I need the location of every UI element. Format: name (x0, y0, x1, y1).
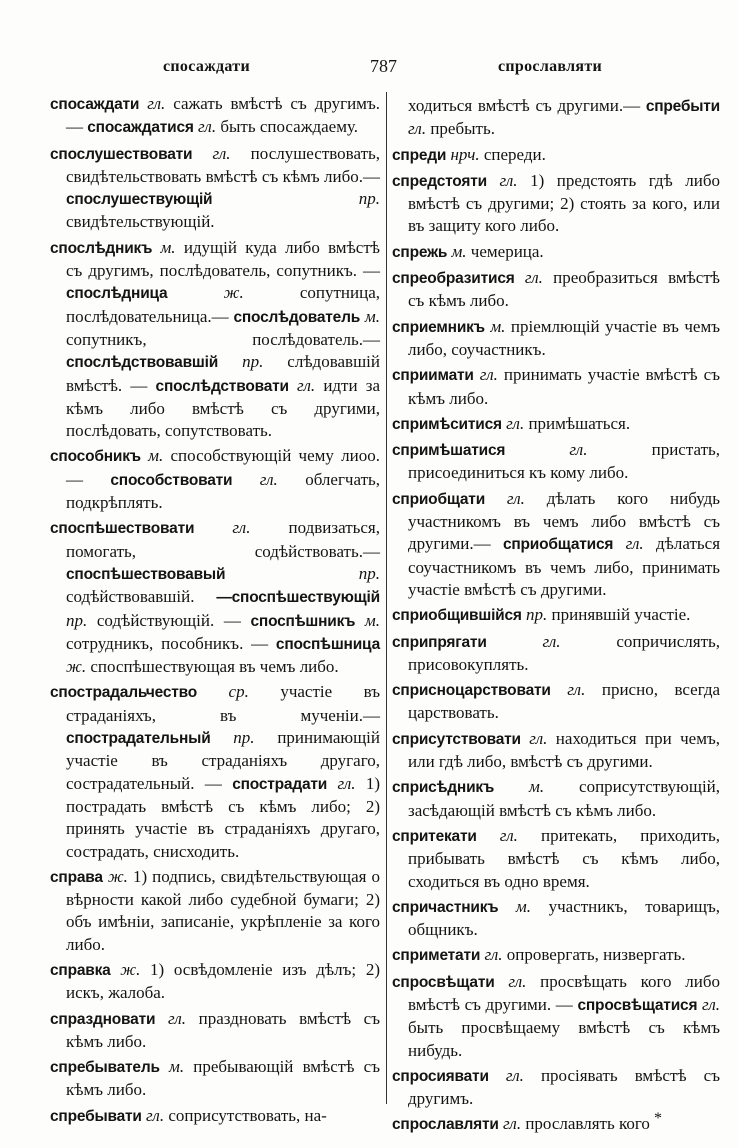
grammar-label: пр. (233, 728, 255, 748)
definition-text: праздновать вмѣстѣ съ кѣмъ либо. (66, 1008, 381, 1051)
definition-text: слѣдовавшій вмѣстѣ. — (66, 352, 380, 395)
definition-text: сотрудникъ, пособникъ. — (66, 633, 269, 653)
definition-text: участникъ, товарищъ, общникъ. (408, 896, 720, 940)
dictionary-entry (392, 896, 720, 942)
definition-text: спереди. (483, 144, 546, 164)
definition-text: прославлять кого (525, 1114, 650, 1134)
grammar-label: гл. (625, 534, 644, 554)
grammar-label: м. (168, 1057, 185, 1077)
definition-text: принявшій участіе. (551, 605, 691, 625)
definition-text: дѣлать кого нибудь участникомъ въ чемъ либо вмѣстѣ съ другими.— (408, 488, 721, 554)
headword: способствовати (110, 471, 233, 489)
grammar-label: пр. (358, 563, 380, 583)
grammar-label: гл. (499, 170, 518, 190)
definition-text: содѣйствовавшій. (66, 587, 195, 607)
definition-text: принимать участіе вмѣстѣ съ кѣмъ либо. (408, 365, 721, 408)
grammar-label: ж. (107, 866, 128, 886)
headword: спострадати (232, 775, 328, 793)
definition-text: свидѣтельствующій. (66, 212, 215, 232)
headword: спострадальчество (50, 684, 198, 702)
grammar-label: м. (529, 777, 545, 797)
headword: сприобщати (392, 490, 486, 508)
headword: сприемникъ (392, 318, 485, 336)
headword: спреобразитися (392, 270, 515, 288)
definition-text: соприсутствующій, засѣдающій вмѣстѣ съ кѣмъ либо. (408, 777, 721, 820)
headword: спослѣдователь (233, 308, 361, 326)
dictionary-entry (50, 866, 380, 956)
grammar-label: гл. (167, 1008, 187, 1028)
grammar-label: гл. (337, 773, 356, 793)
headword: спросиявати (392, 1067, 489, 1085)
grammar-label: гл. (146, 1105, 165, 1125)
grammar-label: м. (490, 316, 506, 336)
grammar-label: ж. (223, 283, 244, 303)
definition-text: 1) предстоять гдѣ либо вмѣстѣ съ другими; 2) стоять за кого, или въ защиту кого либо. (408, 170, 720, 236)
dictionary-entry (50, 93, 380, 140)
headword: спребыти (645, 98, 721, 115)
grammar-label: гл. (569, 440, 588, 460)
left-running-headword: спосаждати (163, 58, 250, 75)
definition-text: подвизаться, помогать, содѣйствовать.— (66, 518, 380, 561)
grammar-label: гл. (506, 488, 525, 508)
grammar-label: гл. (259, 469, 278, 489)
headword: спребыватель (50, 1059, 160, 1077)
definition-text: быть просвѣщаему вмѣстѣ съ кѣмъ нибудь. (408, 1018, 720, 1060)
dictionary-entry (392, 439, 720, 485)
footer-mark: * (654, 1110, 662, 1127)
definition-text: принимающій участіе въ страданіяхъ другаго, сострадательный. — (66, 728, 381, 793)
grammar-label: гл. (508, 971, 527, 991)
headword: спредстояти (392, 172, 487, 190)
dictionary-entry (50, 237, 380, 443)
definition-text: быть спосаждаему. (220, 117, 359, 137)
headword: спослѣдница (66, 285, 168, 303)
page-number: 787 (370, 56, 397, 76)
headword: спосаждатися (87, 119, 194, 137)
dictionary-entry (392, 825, 720, 893)
grammar-label: гл. (567, 680, 586, 700)
headword: справка (50, 961, 111, 979)
grammar-label: м. (160, 237, 176, 257)
grammar-label: гл. (503, 1114, 522, 1134)
grammar-label: гл. (701, 994, 721, 1014)
definition-text: опровергать, низвергать. (506, 945, 686, 965)
headword: —споспѣшествующій (216, 589, 380, 607)
definition-text: пребывающій вмѣстѣ съ кѣмъ либо. (66, 1057, 380, 1100)
dictionary-entry (392, 170, 720, 238)
definition-text: дѣлаться соучастникомъ въ чемъ либо, принимать участіе вмѣстѣ съ другими. (408, 534, 721, 599)
headword: спослѣдникъ (50, 239, 153, 257)
definition-text: облегчать, подкрѣплять. (66, 469, 381, 513)
grammar-label: м. (364, 306, 380, 326)
headword: сприметати (392, 947, 481, 965)
right-running-headword: спрославляти (498, 58, 603, 75)
definition-text: 1) пострадать вмѣстѣ съ кѣмъ либо; 2) принять участіе въ страданіяхъ другаго, сострадать, снисходить. (66, 773, 381, 861)
headword: сприсѣдникъ (392, 779, 495, 797)
dictionary-entry (392, 1113, 720, 1136)
left-column (50, 93, 380, 1131)
headword: споспѣшествовавый (66, 565, 226, 583)
definition-text: пріемлющій участіе въ чемъ либо, соучастникъ. (408, 316, 720, 359)
dictionary-entry (392, 144, 720, 167)
headword: спослѣдствовавшій (66, 354, 219, 372)
dictionary-entry (392, 679, 720, 725)
definition-text: сажать вмѣстѣ съ другимъ. — (66, 94, 380, 137)
headword: спослѣдствовати (155, 377, 289, 395)
grammar-label: гл. (499, 825, 518, 845)
grammar-label: м. (515, 896, 532, 916)
dictionary-entry (50, 517, 380, 678)
headword: спослушествовати (50, 145, 193, 163)
dictionary-entry (392, 971, 720, 1062)
dictionary-entry (392, 604, 720, 627)
dictionary-entry (50, 445, 380, 514)
grammar-label: пр. (66, 610, 88, 630)
headword: сприимати (392, 367, 474, 385)
definition-text: чемерица. (470, 241, 544, 261)
grammar-label: пр. (242, 352, 264, 372)
definition-text: идущій куда либо вмѣстѣ съ другимъ, послѣдователь, сопутникъ. — (66, 237, 381, 281)
dictionary-entry (392, 1065, 720, 1111)
grammar-label: м. (364, 610, 381, 630)
definition-text: присно, всегда царствовать. (408, 680, 721, 723)
headword: спраздновати (50, 1010, 156, 1028)
definition-text: преобразиться вмѣстѣ съ кѣмъ либо. (408, 268, 721, 311)
headword: спосаждати (50, 96, 140, 113)
column-divider (386, 92, 387, 1104)
definition-text: соприсутствовать, на- (168, 1105, 327, 1125)
definition-text: содѣйствующій. — (96, 610, 241, 630)
dictionary-entry (392, 241, 720, 264)
definition-text: пребыть. (430, 119, 495, 139)
headword: сприпрягати (392, 633, 487, 651)
definition-text: 1) освѣдомленіе изъ дѣлъ; 2) искъ, жалоба. (66, 959, 380, 1003)
grammar-label: ср. (228, 682, 249, 702)
grammar-label: нрч. (450, 144, 480, 164)
grammar-label: гл. (506, 413, 525, 433)
grammar-label: гл. (505, 1065, 524, 1085)
grammar-label: м. (148, 446, 164, 466)
headword: спритекати (392, 827, 477, 845)
grammar-label: гл. (232, 518, 251, 538)
dictionary-entry (50, 1008, 380, 1054)
grammar-label: гл. (408, 119, 427, 139)
headword: справа (50, 868, 103, 886)
grammar-label: гл. (297, 375, 316, 395)
dictionary-entry (392, 413, 720, 436)
definition-text: способствующій чему лиоо. — (66, 446, 381, 489)
grammar-label: пр. (526, 605, 548, 625)
headword: спричастникъ (392, 898, 499, 916)
grammar-label: м. (451, 241, 467, 261)
grammar-label: гл. (479, 365, 498, 385)
dictionary-entry (392, 944, 720, 967)
dictionary-entry (50, 681, 380, 862)
dictionary-entry (392, 776, 720, 822)
headword: сприобщившійся (392, 607, 522, 625)
headword: спослушествующій (66, 191, 213, 209)
dictionary-entry (392, 631, 720, 677)
headword: споспѣшествовати (50, 520, 195, 538)
dictionary-entry (392, 488, 720, 601)
headword: споспѣшница (275, 635, 380, 653)
definition-text: сопутникъ, послѣдователь.— (66, 329, 380, 349)
dictionary-entry (50, 959, 380, 1005)
headword: спребывати (50, 1107, 142, 1125)
dictionary-entry (392, 728, 720, 774)
headword: спримѣшатися (392, 442, 506, 460)
page-header (0, 58, 738, 80)
grammar-label: гл. (542, 631, 561, 651)
definition-text: притекать, приходить, прибывать вмѣстѣ съ кѣмъ либо, сходиться въ одно время. (408, 825, 721, 891)
definition-text: участіе въ страданіяхъ, въ мученіи.— (66, 682, 381, 725)
headword: спреди (392, 146, 447, 164)
grammar-label: гл. (212, 143, 231, 163)
grammar-label: гл. (529, 728, 548, 748)
grammar-label: гл. (524, 268, 543, 288)
headword: споспѣшникъ (250, 612, 356, 630)
definition-text: просвѣщать кого либо вмѣстѣ съ другими. — (408, 971, 721, 1014)
grammar-label: гл. (198, 117, 217, 137)
headword: спрославляти (392, 1116, 499, 1134)
grammar-label: гл. (484, 945, 503, 965)
dictionary-entry (392, 364, 720, 410)
dictionary-entry (392, 316, 720, 362)
dictionary-entry (50, 1056, 380, 1102)
headword: спросвѣщати (392, 973, 495, 991)
headword: спримѣситися (392, 415, 502, 433)
definition-text: идти за кѣмъ либо вмѣстѣ съ другими, послѣдовать, сопутствовать. (66, 375, 381, 441)
headword: спострадательный (66, 730, 211, 748)
grammar-label: ж. (120, 959, 141, 979)
definition-text: просіявать вмѣстѣ съ другимъ. (408, 1065, 721, 1109)
headword: способникъ (50, 448, 141, 466)
definition-text: 1) подпись, свидѣтельствующая о вѣрности какой либо судебной бумаги; 2) объ имѣніи, записаніе, укрѣпленіе за кого либо. (66, 866, 381, 954)
definition-text: ходиться вмѣстѣ съ другими.— (408, 96, 641, 115)
definition-text: сопутница, послѣдовательница.— (66, 283, 381, 326)
dictionary-entry (50, 143, 380, 234)
definition-text: примѣшаться. (528, 413, 631, 433)
definition-text: находиться при чемъ, или гдѣ либо, вмѣстѣ съ другими. (408, 728, 721, 772)
headword: cприсутствовати (392, 730, 521, 748)
dictionary-entry (50, 1105, 380, 1128)
grammar-label: ж. (66, 657, 87, 677)
definition-text: послушествовать, свидѣтельствовать вмѣстѣ съ кѣмъ либо.— (66, 143, 381, 186)
headword: сприобщатися (502, 536, 614, 554)
right-column (392, 95, 720, 1140)
definition-text: сопричислять, присовокуплять. (408, 631, 720, 674)
dictionary-entry (392, 267, 720, 313)
definition-text: пристать, присоединиться къ кому либо. (408, 440, 721, 483)
headword: спрежь (392, 243, 448, 261)
headword: спросвѣщатися (577, 996, 698, 1014)
definition-text: споспѣшествующая въ чемъ либо. (90, 657, 339, 677)
dictionary-entry (392, 95, 720, 141)
grammar-label: гл. (147, 94, 166, 113)
headword: сприсноцарствовати (392, 682, 551, 700)
grammar-label: пр. (358, 189, 380, 209)
